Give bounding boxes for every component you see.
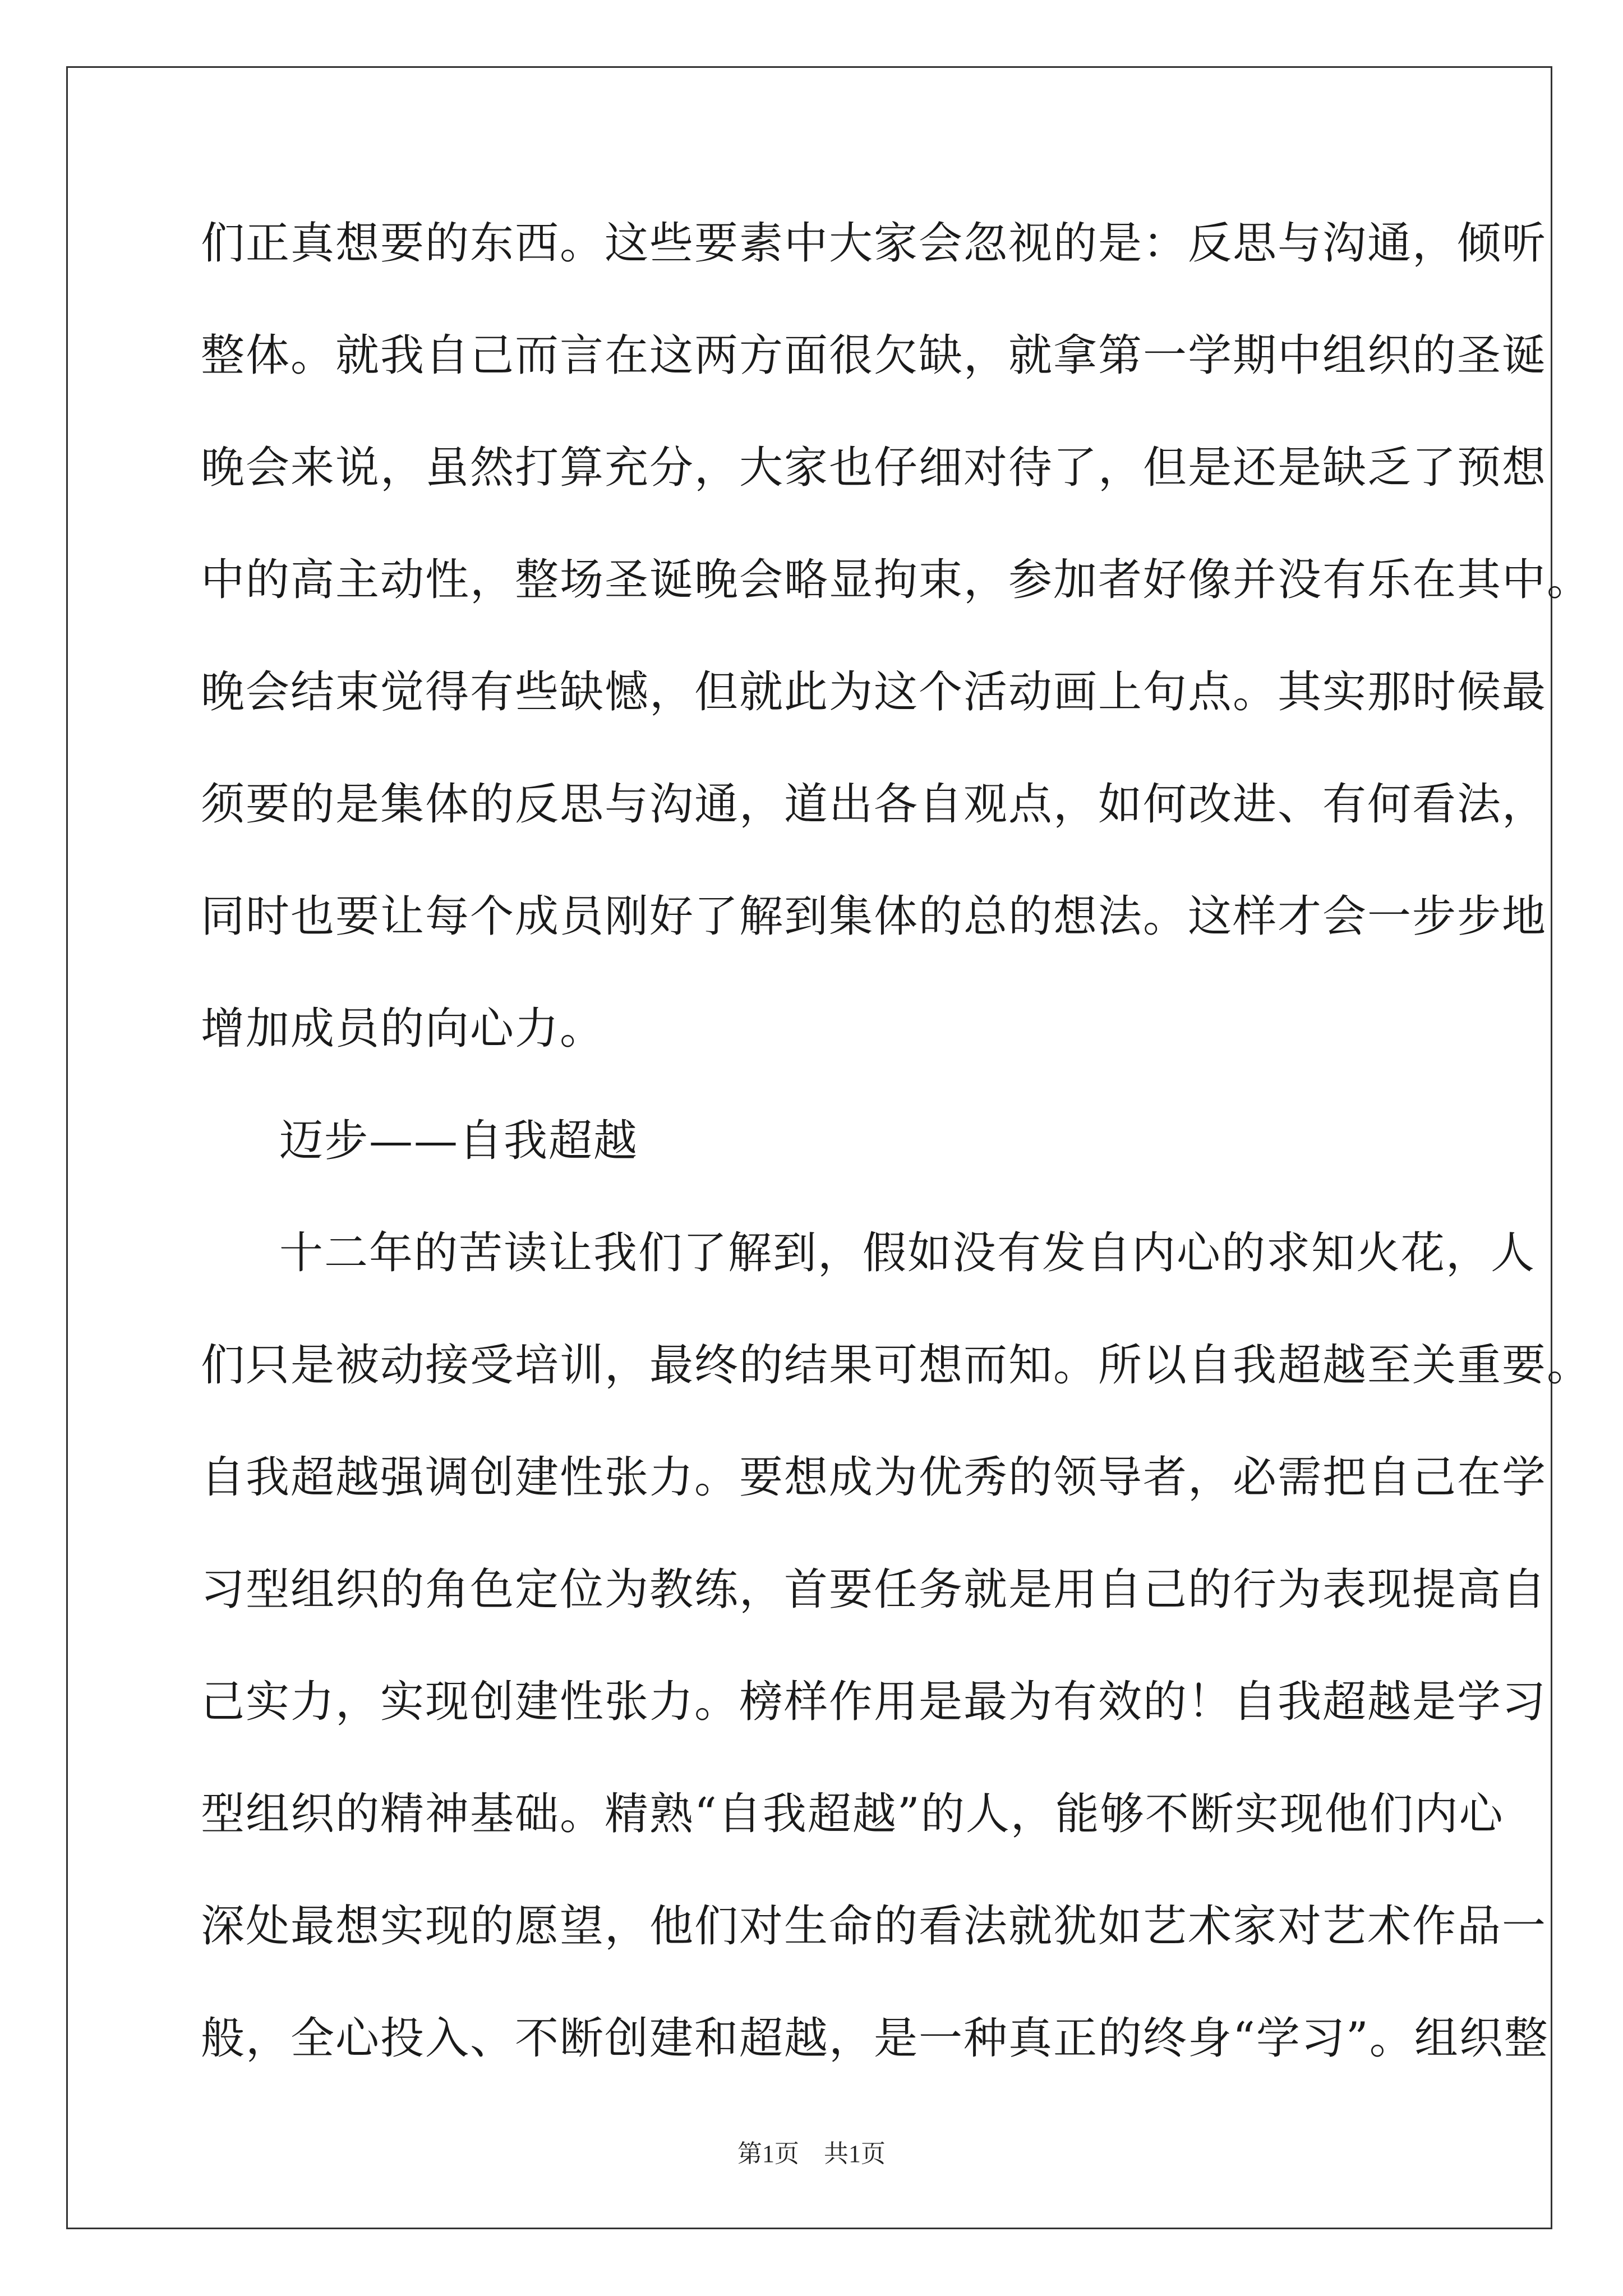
text-line: 中的高主动性，整场圣诞晚会略显拘束，参加者好像并没有乐在其中。 <box>201 555 1592 605</box>
text-line: 同时也要让每个成员刚好了解到集体的总的想法。这样才会一步步地 <box>201 891 1547 942</box>
text-line: 般，全心投入、不断创建和超越，是一种真正的终身“学习”。组织整 <box>201 2013 1549 2064</box>
text-line: 晚会来说，虽然打算充分，大家也仔细对待了，但是还是缺乏了预想 <box>201 443 1547 493</box>
page-number-footer: 第1页 共1页 <box>737 2140 886 2168</box>
text-line: 须要的是集体的反思与沟通，道出各自观点，如何改进、有何看法， <box>201 779 1547 830</box>
text-line: 自我超越强调创建性张力。要想成为优秀的领导者，必需把自己在学 <box>201 1452 1547 1503</box>
text-line: 增加成员的向心力。 <box>201 1004 605 1054</box>
text-line: 晚会结束觉得有些缺憾，但就此为这个活动画上句点。其实那时候最 <box>201 667 1547 717</box>
section-heading: 迈步——自我超越 <box>279 1116 639 1166</box>
text-line: 深处最想实现的愿望，他们对生命的看法就犹如艺术家对艺术作品一 <box>201 1901 1547 1952</box>
text-line: 们正真想要的东西。这些要素中大家会忽视的是：反思与沟通，倾听 <box>201 218 1547 269</box>
text-line: 己实力，实现创建性张力。榜样作用是最为有效的！自我超越是学习 <box>201 1677 1547 1727</box>
text-line: 习型组织的角色定位为教练，首要任务就是用自己的行为表现提高自 <box>201 1565 1547 1615</box>
text-line: 整体。就我自己而言在这两方面很欠缺，就拿第一学期中组织的圣诞 <box>201 330 1547 381</box>
text-line: 们只是被动接受培训，最终的结果可想而知。所以自我超越至关重要。 <box>201 1340 1592 1391</box>
text-line: 型组织的精神基础。精熟“自我超越”的人，能够不断实现他们内心 <box>201 1789 1504 1839</box>
text-line: 十二年的苦读让我们了解到，假如没有发自内心的求知火花，人 <box>279 1228 1536 1278</box>
